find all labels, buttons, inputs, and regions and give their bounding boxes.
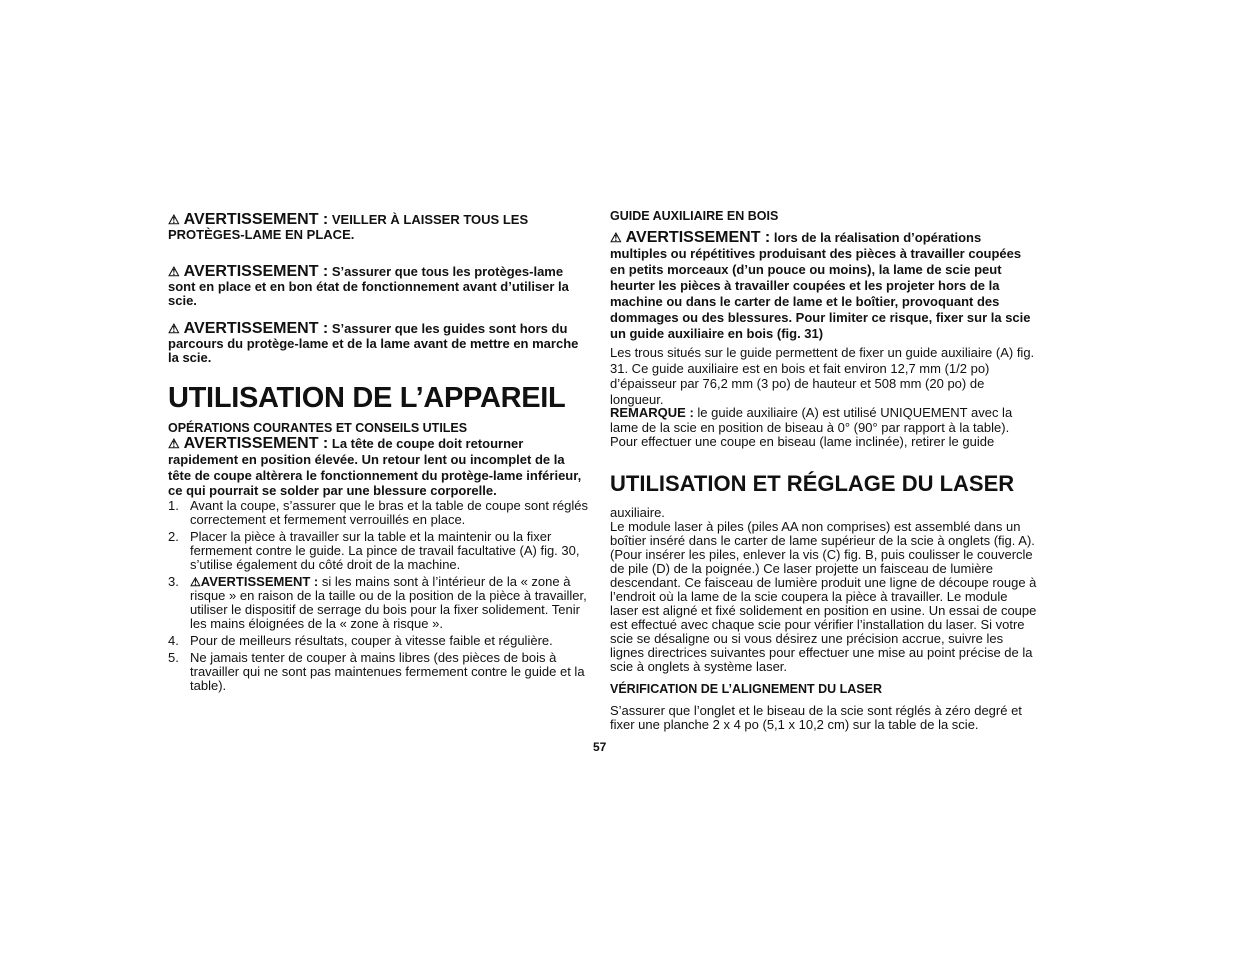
warning-block-1: ⚠ AVERTISSEMENT : VEILLER À LAISSER TOUS LES PROTÈGES-LAME EN PLACE. (168, 211, 529, 242)
section-heading-usage: UTILISATION DE L’APPAREIL (168, 382, 566, 414)
warning-block-2: ⚠ AVERTISSEMENT : S’assurer que tous les protèges-lame sont en place et en bon état de fonctionnement avant d’utiliser la scie. (168, 263, 569, 308)
subheading-laser-alignment: VÉRIFICATION DE L’ALIGNEMENT DU LASER (610, 682, 882, 696)
list-item: 2. Placer la pièce à travailler sur la table et la maintenir ou la fixer fermement contre le guide. La pince de travail facultative (A) fig. 30, s’utilise également du côté droit de la machine. (168, 529, 580, 572)
warning-triangle-icon: ⚠ (168, 264, 180, 279)
paragraph-alignment: S’assurer que l’onglet et le biseau de la scie sont réglés à zéro degré et fixer une planche 2 x 4 po (5,1 x 10,2 cm) sur la table de la scie. (610, 703, 1022, 732)
warning-triangle-icon: ⚠ (610, 230, 622, 245)
paragraph-auxiliary-guide: Les trous situés sur le guide permettent de fixer un guide auxiliaire (A) fig. 31. Ce guide auxiliaire est en bois et fait environ 12,7 mm (1/2 po) d’épaisseur par 76,2 mm (3 po) de hauteur et 508 mm (20 po) de longueur. (610, 345, 1035, 407)
list-item: 4. Pour de meilleurs résultats, couper à vitesse faible et régulière. (168, 633, 553, 648)
paragraph-laser-module: Le module laser à piles (piles AA non comprises) est assemblé dans un boîtier inséré dans le carter de lame supérieur de la scie à onglets (fig. A). (Pour insérer les piles, enlever la vis (C) fig. B, puis coulisser le couvercle de pile (D) de la poignée.) Ce laser projette un faisceau de lumière descendant. Ce faisceau de lumière produit une ligne de découpe rouge à l’endroit où la lame de la scie coupera la pièce à travailler. Le module laser est aligné et fixé solidement en position en usine. Un essai de coupe est effectué avec chaque scie pour vérifier l’installation du laser. Si votre scie se désaligne ou si vous désirez une précision accrue, suivre les lignes directrices suivantes pour effectuer une mise au point précise de la scie à onglets à système laser. (610, 519, 1037, 674)
warning-triangle-icon: ⚠ (168, 212, 180, 227)
list-item: 5. Ne jamais tenter de couper à mains libres (des pièces de bois à travailler qui ne sont pas maintenues fermement contre le guide et la table). (168, 650, 585, 693)
warning-triangle-icon: ⚠ (190, 575, 201, 589)
note-paragraph: REMARQUE : le guide auxiliaire (A) est utilisé UNIQUEMENT avec la lame de la scie en position de biseau à 0° (90° par rapport à la table). Pour effectuer une coupe en biseau (lame inclinée), retirer le guide (610, 405, 1013, 449)
warning-block-4: ⚠ AVERTISSEMENT : La tête de coupe doit retourner rapidement en position élevée. Un retour lent ou incomplet de la tête de coupe altèrera le fonctionnement du protège-lame inférieur, ce qui pourrait se solder par une blessure corporelle. (168, 435, 582, 499)
continuation-text: auxiliaire. (610, 505, 665, 520)
warning-triangle-icon: ⚠ (168, 321, 180, 336)
subheading-wood-guide: GUIDE AUXILIAIRE EN BOIS (610, 209, 779, 223)
subheading-operations: OPÉRATIONS COURANTES ET CONSEILS UTILES (168, 421, 468, 435)
operations-list (168, 499, 588, 693)
warning-block-auxiliary: ⚠ AVERTISSEMENT : lors de la réalisation d’opérations multiples ou répétitives produisant des pièces à travailler coupées en petits morceaux (d’un pouce ou moins), la lame de scie peut heurter les pièces à travailler coupées et les projeter hors de la machine ou dans le carter de lame et le boîtier, provoquant des dommages ou des blessures. Pour limiter ce risque, fixer sur la scie un guide auxiliaire en bois (fig. 31) (610, 229, 1031, 341)
section-heading-laser: UTILISATION ET RÉGLAGE DU LASER (610, 471, 1015, 496)
warning-block-3: ⚠ AVERTISSEMENT : S’assurer que les guides sont hors du parcours du protège-lame et de la lame avant de mettre en marche la scie. (168, 320, 579, 365)
warning-triangle-icon: ⚠ (168, 436, 180, 451)
list-item: 3. ⚠AVERTISSEMENT : si les mains sont à l’intérieur de la « zone à risque » en raison de la taille ou de la position de la pièce à travailler, utiliser le dispositif de serrage du bois pour la fixer solidement. Tenir les mains éloignées de la « zone à risque ». (168, 574, 587, 631)
page-number: 57 (593, 740, 607, 754)
list-item: 1. Avant la coupe, s’assurer que le bras et la table de coupe sont réglés correctement et fermement verrouillés en place. (168, 498, 588, 527)
